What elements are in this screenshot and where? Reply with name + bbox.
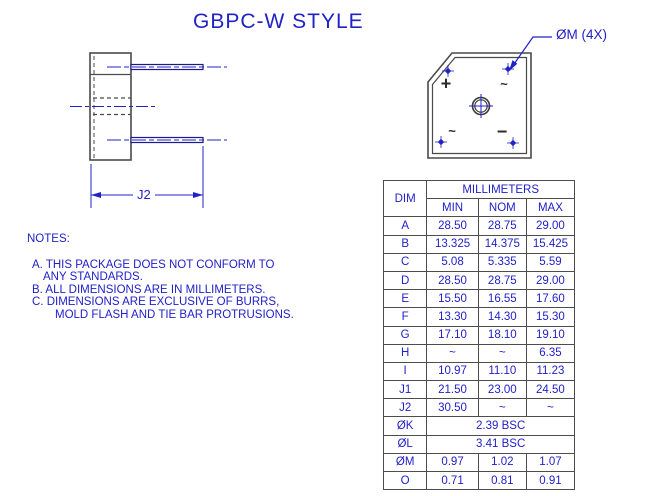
table-row bbox=[384, 381, 575, 399]
table-cell: 28.75 bbox=[478, 217, 526, 235]
table-cell: 23.00 bbox=[478, 381, 526, 399]
table-cell: C bbox=[384, 253, 427, 271]
table-cell: 0.91 bbox=[526, 472, 574, 490]
table-row bbox=[384, 308, 575, 326]
table-cell: ~ bbox=[478, 399, 526, 417]
table-row bbox=[384, 253, 575, 271]
unit-header: MILLIMETERS bbox=[427, 181, 575, 199]
table-cell: F bbox=[384, 308, 427, 326]
table-cell: 10.97 bbox=[427, 362, 478, 380]
table-row bbox=[384, 435, 575, 453]
table-cell: 0.81 bbox=[478, 472, 526, 490]
dim-arrow-right bbox=[193, 192, 203, 198]
table-cell: 14.375 bbox=[478, 235, 526, 253]
table-cell: 17.10 bbox=[427, 326, 478, 344]
table-row bbox=[384, 362, 575, 380]
notes-heading: NOTES: bbox=[27, 233, 70, 245]
table-cell: 28.75 bbox=[478, 271, 526, 289]
table-cell: 11.23 bbox=[526, 362, 574, 380]
table-cell: E bbox=[384, 290, 427, 308]
min-column-header: MIN bbox=[427, 199, 478, 217]
table-cell: 19.10 bbox=[526, 326, 574, 344]
notes-block bbox=[27, 233, 294, 322]
note-line: ANY STANDARDS. bbox=[43, 271, 143, 284]
table-cell: 5.59 bbox=[526, 253, 574, 271]
table-cell: 28.50 bbox=[427, 271, 478, 289]
table-row bbox=[384, 344, 575, 362]
table-cell: O bbox=[384, 472, 427, 490]
table-cell: B bbox=[384, 235, 427, 253]
table-row bbox=[384, 399, 575, 417]
table-cell: A bbox=[384, 217, 427, 235]
polarity-minus-symbol: − bbox=[496, 121, 508, 142]
table-cell: 17.60 bbox=[526, 290, 574, 308]
table-cell: 29.00 bbox=[526, 217, 574, 235]
table-cell: ~ bbox=[526, 399, 574, 417]
table-cell: 5.08 bbox=[427, 253, 478, 271]
table-row bbox=[384, 217, 575, 235]
table-cell: 1.02 bbox=[478, 453, 526, 471]
table-cell: ØM bbox=[384, 453, 427, 471]
table-row bbox=[384, 417, 575, 435]
nom-column-header: NOM bbox=[478, 199, 526, 217]
table-cell: ØL bbox=[384, 435, 427, 453]
table-cell: 14.30 bbox=[478, 308, 526, 326]
note-line: C. DIMENSIONS ARE EXCLUSIVE OF BURRS, bbox=[32, 296, 280, 309]
table-row bbox=[384, 326, 575, 344]
table-cell: 29.00 bbox=[526, 271, 574, 289]
table-cell: 13.30 bbox=[427, 308, 478, 326]
table-cell: 24.50 bbox=[526, 381, 574, 399]
polarity-plus-symbol: + bbox=[440, 73, 452, 94]
table-cell: ~ bbox=[478, 344, 526, 362]
table-cell: 15.425 bbox=[526, 235, 574, 253]
table-row bbox=[384, 453, 575, 471]
table-cell: 15.50 bbox=[427, 290, 478, 308]
note-line: A. THIS PACKAGE DOES NOT CONFORM TO bbox=[32, 258, 275, 271]
polarity-ac-symbol-bottom: ~ bbox=[448, 123, 456, 139]
table-cell: 1.07 bbox=[526, 453, 574, 471]
max-column-header: MAX bbox=[526, 199, 574, 217]
polarity-ac-symbol-top: ~ bbox=[500, 76, 508, 92]
table-header-row bbox=[384, 181, 575, 199]
side-view-drawing bbox=[70, 53, 227, 208]
table-cell: 6.35 bbox=[526, 344, 574, 362]
dim-label-j2: J2 bbox=[133, 187, 155, 202]
top-view-drawing bbox=[428, 37, 552, 158]
table-cell: G bbox=[384, 326, 427, 344]
dimension-table bbox=[383, 180, 575, 490]
table-cell: 2.39 BSC bbox=[427, 417, 575, 435]
page-title: GBPC-W STYLE bbox=[193, 10, 364, 33]
note-line: B. ALL DIMENSIONS ARE IN MILLIMETERS. bbox=[32, 283, 266, 296]
table-row bbox=[384, 235, 575, 253]
table-cell: 30.50 bbox=[427, 399, 478, 417]
table-cell: 28.50 bbox=[427, 217, 478, 235]
table-cell: 16.55 bbox=[478, 290, 526, 308]
table-cell: J2 bbox=[384, 399, 427, 417]
table-cell: 0.97 bbox=[427, 453, 478, 471]
table-cell: ~ bbox=[427, 344, 478, 362]
table-row bbox=[384, 290, 575, 308]
hole-diameter-label: ØM (4X) bbox=[556, 27, 608, 42]
dim-column-header: DIM bbox=[384, 181, 427, 217]
table-row bbox=[384, 472, 575, 490]
table-cell: 21.50 bbox=[427, 381, 478, 399]
note-line: MOLD FLASH AND TIE BAR PROTRUSIONS. bbox=[55, 308, 294, 321]
table-cell: 13.325 bbox=[427, 235, 478, 253]
table-cell: 3.41 BSC bbox=[427, 435, 575, 453]
table-cell: 15.30 bbox=[526, 308, 574, 326]
table-cell: J1 bbox=[384, 381, 427, 399]
table-cell: D bbox=[384, 271, 427, 289]
table-cell: 18.10 bbox=[478, 326, 526, 344]
table-cell: 0.71 bbox=[427, 472, 478, 490]
table-cell: 11.10 bbox=[478, 362, 526, 380]
table-cell: I bbox=[384, 362, 427, 380]
table-cell: ØK bbox=[384, 417, 427, 435]
table-cell: 5.335 bbox=[478, 253, 526, 271]
dim-table-body bbox=[384, 181, 575, 490]
table-row bbox=[384, 271, 575, 289]
dim-arrow-left bbox=[91, 192, 101, 198]
table-cell: H bbox=[384, 344, 427, 362]
